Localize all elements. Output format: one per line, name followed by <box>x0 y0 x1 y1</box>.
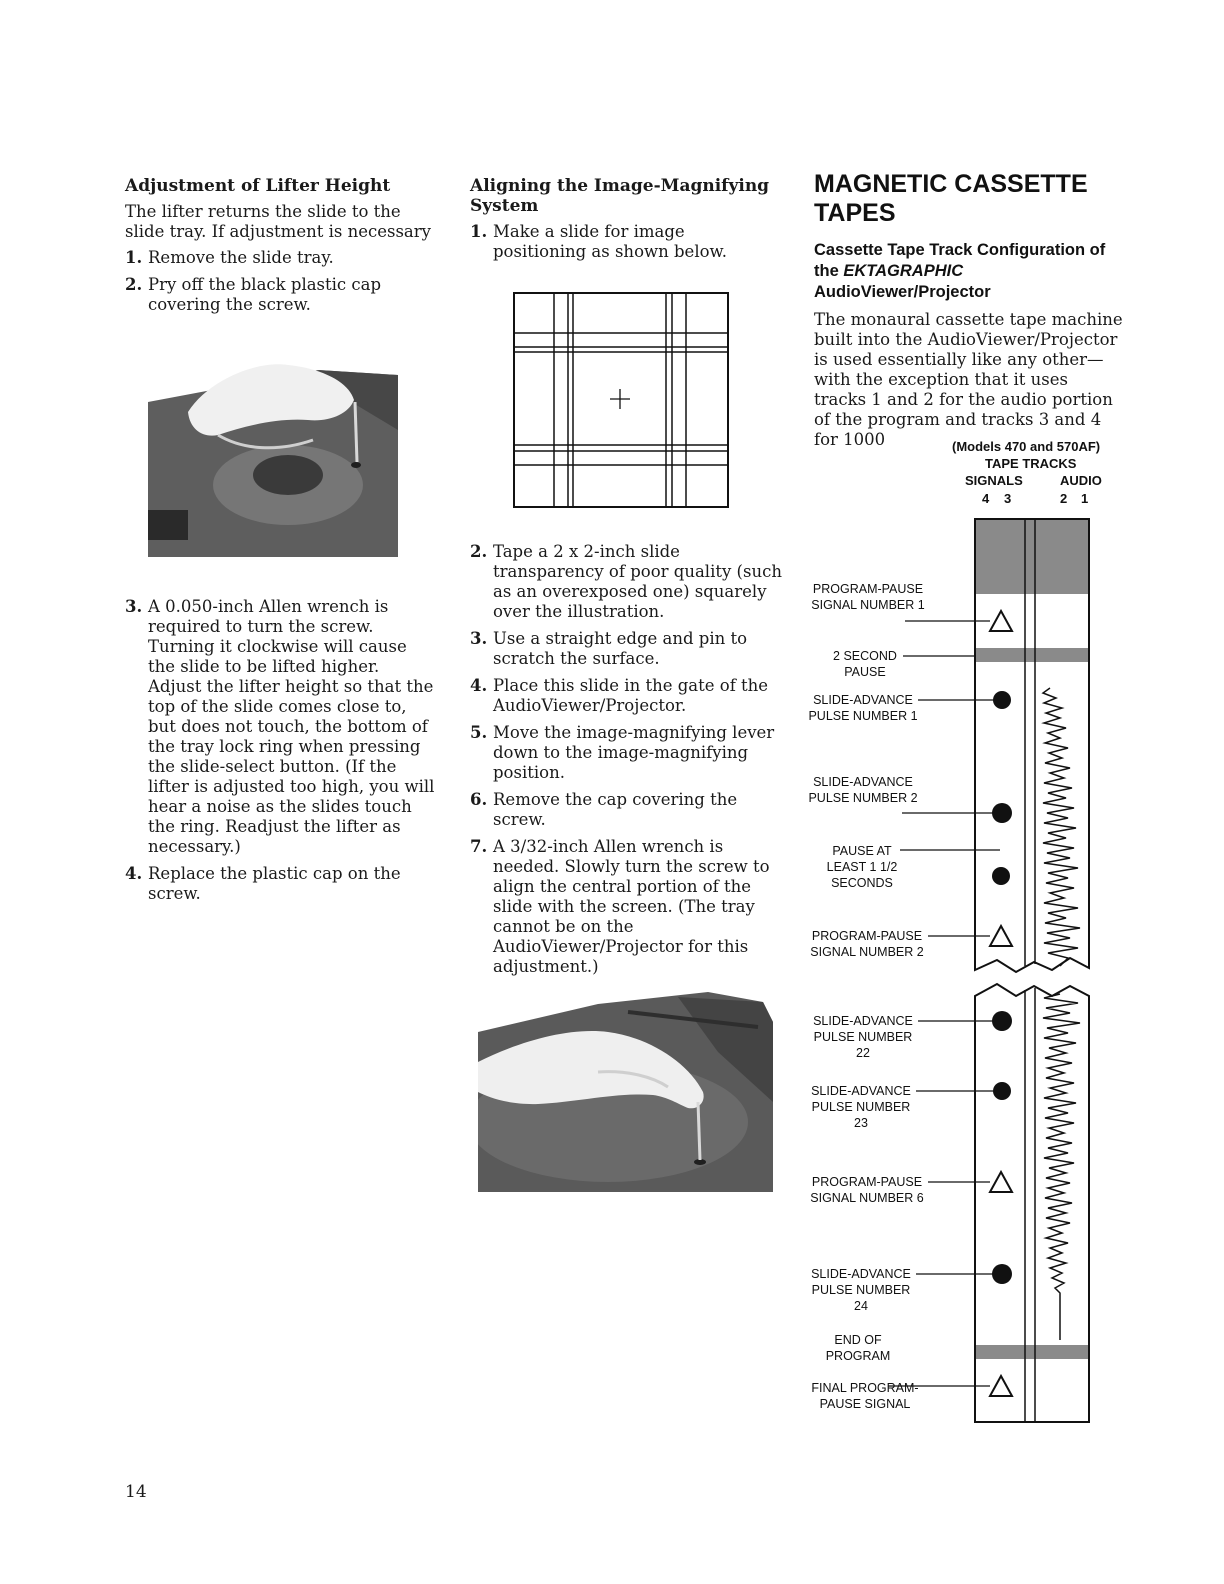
audio-waveform-top <box>1043 688 1080 966</box>
program-pause-triangle-icon <box>990 611 1012 631</box>
audio-waveform-bottom <box>1043 994 1080 1340</box>
signals-label: SIGNALS <box>965 473 1023 488</box>
lifter-photo <box>148 340 398 557</box>
list-item: 1. Remove the slide tray. <box>125 248 334 267</box>
list-item: 4. Place this slide in the gate of the AudioViewer/Projector. <box>470 676 769 715</box>
magnify-steps-b <box>470 542 782 977</box>
program-pause-triangle-icon <box>990 926 1012 946</box>
lifter-steps-a <box>125 248 437 315</box>
slide-advance-pulse-icon <box>993 1082 1011 1100</box>
cassette-subtitle: Cassette Tape Track Configuration of the EKTAGRAPHIC AudioViewer/Projector <box>814 241 1106 301</box>
cassette-body: The monaural cassette tape machine built into the AudioViewer/Projector is used essentially like any other—with the exception that it uses tracks 1 and 2 for the audio portion of the program and tracks 3 and 4 for 1000 <box>814 310 1123 449</box>
lifter-steps-b <box>125 597 437 904</box>
list-item: 3. Use a straight edge and pin to scratch the surface. <box>470 629 748 668</box>
allen-wrench-photo-illustration <box>478 992 773 1192</box>
track-1-label: 1 <box>1081 491 1089 506</box>
list-item: 7. A 3/32-inch Allen wrench is needed. Slowly turn the screw to align the central portion of the slide with the screen. (The tray cannot be on the AudioViewer/Projector for this adjustment.) <box>470 837 770 976</box>
list-item: 5. Move the image-magnifying lever down to the image-magnifying position. <box>470 723 775 782</box>
list-item: 2. Tape a 2 x 2-inch slide transparency of poor quality (such as an overexposed one) squarely over the illustration. <box>470 542 782 621</box>
track-2-label: 2 <box>1060 491 1068 506</box>
allen-wrench-photo <box>478 992 773 1192</box>
diagram-label: SLIDE-ADVANCE PULSE NUMBER 2 <box>808 775 918 805</box>
diagram-label: SLIDE-ADVANCE PULSE NUMBER 22 <box>813 1014 913 1060</box>
lifter-height-heading: Adjustment of Lifter Height <box>125 176 391 196</box>
page-number: 14 <box>125 1482 147 1502</box>
list-item: 6. Remove the cap covering the screw. <box>470 790 738 829</box>
left-column-continued <box>125 597 437 911</box>
left-column <box>125 176 437 322</box>
slide-advance-pulse-icon <box>992 1264 1012 1284</box>
list-item: 1. Make a slide for image positioning as shown below. <box>470 222 727 261</box>
tape-tracks-label: TAPE TRACKS <box>985 456 1077 471</box>
magnify-steps-a <box>470 222 782 262</box>
diagram-label: SLIDE-ADVANCE PULSE NUMBER 1 <box>808 693 918 723</box>
right-column <box>814 170 1124 450</box>
list-item: 3. A 0.050-inch Allen wrench is required to turn the screw. Turning it clockwise will cause the slide to be lifted higher. Adjust the lifter height so that the top of the slide comes close to, but does not touch, the bottom of the tray lock ring when pressing the slide-select button. (If the lifter is adjusted too high, you will hear a noise as the slides touch the ring. Readjust the lifter as necessary.) <box>125 597 435 856</box>
list-item: 4. Replace the plastic cap on the screw. <box>125 864 401 903</box>
slide-advance-pulse-icon <box>993 691 1011 709</box>
audio-label: AUDIO <box>1060 473 1102 488</box>
diagram-label: 2 SECOND PAUSE <box>833 649 897 679</box>
diagram-label: PAUSE AT LEAST 1 1/2 SECONDS <box>826 844 898 890</box>
slide-advance-pulse-icon <box>992 867 1010 885</box>
program-pause-triangle-icon <box>990 1172 1012 1192</box>
alignment-grid-figure <box>513 292 729 508</box>
lifter-photo-illustration <box>148 340 398 557</box>
lifter-intro: The lifter returns the slide to the slide tray. If adjustment is necessary <box>125 202 431 241</box>
diagram-label: PROGRAM-PAUSE SIGNAL NUMBER 2 <box>810 929 924 959</box>
track-3-label: 3 <box>1004 491 1012 506</box>
cassette-title: MAGNETIC CASSETTE TAPES <box>814 170 1088 227</box>
diagram-label: FINAL PROGRAM-PAUSE SIGNAL <box>811 1381 919 1411</box>
slide-advance-pulse-icon <box>992 1011 1012 1031</box>
diagram-label: PROGRAM-PAUSE SIGNAL NUMBER 1 <box>811 582 925 612</box>
list-item: 2. Pry off the black plastic cap covering the screw. <box>125 275 382 314</box>
middle-column <box>470 176 782 269</box>
program-pause-triangle-icon <box>990 1376 1012 1396</box>
models-label: (Models 470 and 570AF) <box>952 439 1101 454</box>
diagram-label: END OF PROGRAM <box>825 1333 891 1363</box>
image-magnifying-heading: Aligning the Image-Magnifying System <box>470 176 770 216</box>
diagram-label: SLIDE-ADVANCE PULSE NUMBER 23 <box>811 1084 911 1130</box>
slide-advance-pulse-icon <box>992 803 1012 823</box>
middle-column-continued <box>470 542 782 984</box>
diagram-label: PROGRAM-PAUSE SIGNAL NUMBER 6 <box>810 1175 924 1205</box>
diagram-label: SLIDE-ADVANCE PULSE NUMBER 24 <box>811 1267 911 1313</box>
track-4-label: 4 <box>982 491 990 506</box>
